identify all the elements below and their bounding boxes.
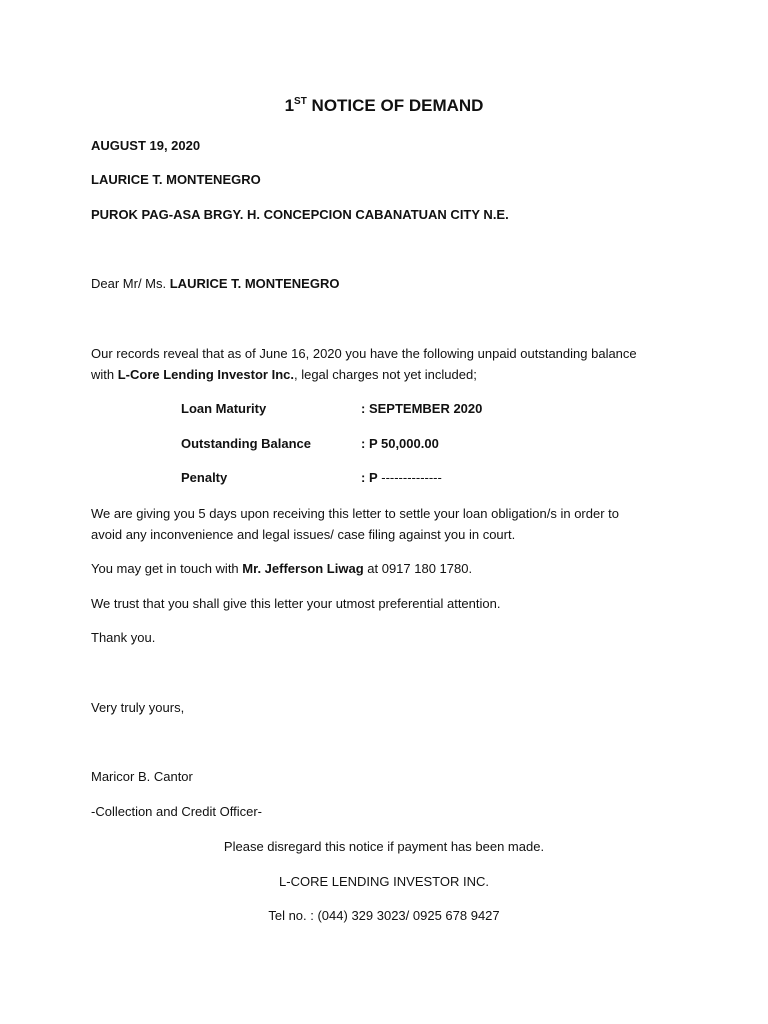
closing-line: Very truly yours,	[91, 700, 185, 715]
thanks-line: Thank you.	[91, 630, 156, 645]
penalty-value-rest: --------------	[377, 470, 442, 485]
intro-line-2	[91, 367, 477, 383]
signatory-title: -Collection and Credit Officer-	[91, 804, 262, 819]
salutation	[91, 276, 339, 292]
title-text: NOTICE OF DEMAND	[311, 96, 484, 115]
detail-label-loan-maturity: Loan Maturity	[181, 401, 267, 416]
detail-value-penalty	[361, 470, 442, 486]
contact-suffix: at 0917 180 1780.	[363, 561, 473, 576]
title-number: 1	[284, 96, 295, 115]
intro-company-name: L-Core Lending Investor Inc.	[117, 367, 294, 382]
intro-line-2-suffix: , legal charges not yet included;	[293, 367, 477, 382]
detail-label-outstanding-balance: Outstanding Balance	[181, 436, 312, 451]
penalty-value-bold: : P	[361, 470, 378, 485]
detail-value-loan-maturity: : SEPTEMBER 2020	[361, 401, 483, 416]
trust-line: We trust that you shall give this letter your utmost preferential attention.	[91, 596, 501, 611]
salutation-prefix: Dear Mr/ Ms.	[91, 276, 170, 291]
title-superscript: ST	[294, 96, 307, 107]
letter-date: AUGUST 19, 2020	[91, 138, 201, 153]
recipient-address: PUROK PAG-ASA BRGY. H. CONCEPCION CABANATUAN CITY N.E.	[91, 207, 509, 222]
footer-company: L-CORE LENDING INVESTOR INC.	[279, 874, 489, 889]
footer-disregard: Please disregard this notice if payment has been made.	[223, 839, 545, 854]
footer-tel: Tel no. : (044) 329 3023/ 0925 678 9427	[268, 908, 500, 923]
contact-prefix: You may get in touch with	[91, 561, 243, 576]
settle-line-1: We are giving you 5 days upon receiving this letter to settle your loan obligation/s in order to	[91, 506, 620, 521]
detail-value-outstanding-balance: : P 50,000.00	[361, 436, 439, 451]
salutation-name: LAURICE T. MONTENEGRO	[169, 276, 340, 291]
contact-line	[91, 561, 472, 577]
detail-label-penalty: Penalty	[181, 470, 228, 485]
page-title	[0, 96, 768, 116]
intro-line-2-prefix: with	[91, 367, 118, 382]
intro-line-1: Our records reveal that as of June 16, 2020 you have the following unpaid outstanding balance	[91, 346, 637, 361]
recipient-name: LAURICE T. MONTENEGRO	[91, 172, 261, 187]
contact-name: Mr. Jefferson Liwag	[242, 561, 364, 576]
settle-line-2: avoid any inconvenience and legal issues/ case filing against you in court.	[91, 527, 516, 542]
signatory-name: Maricor B. Cantor	[91, 769, 193, 784]
